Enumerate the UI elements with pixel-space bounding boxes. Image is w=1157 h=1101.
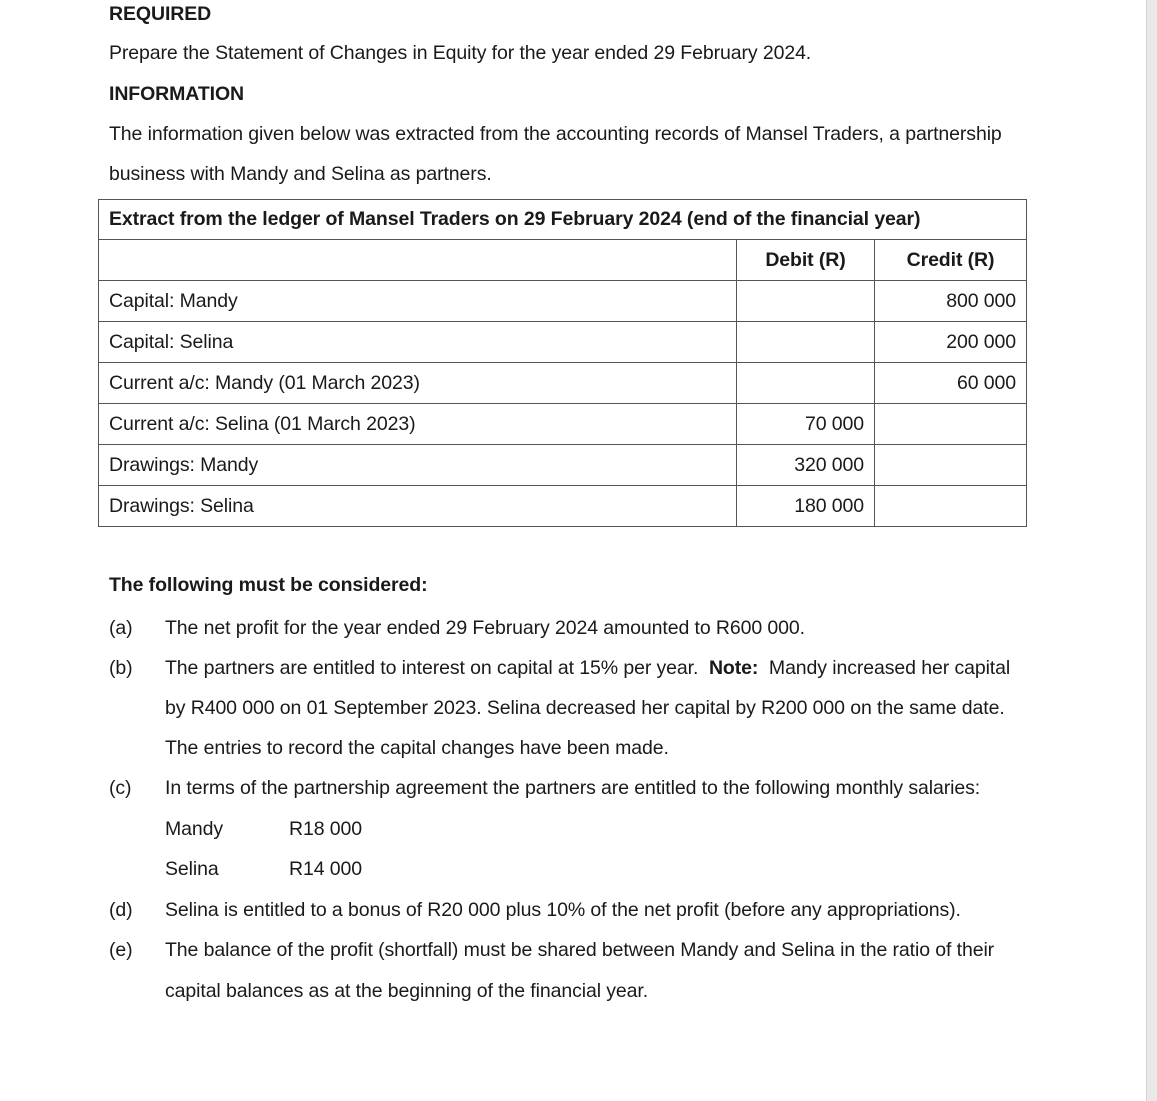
considerations-heading: The following must be considered: [109,574,428,596]
debit-value: 180 000 [737,486,875,527]
credit-value [875,486,1027,527]
item-b-line-1 [165,656,1010,680]
item-e-line-2: capital balances as at the beginning of the financial year. [165,980,649,1002]
ledger-header-row [99,240,1027,281]
salary-name: Mandy [165,818,224,840]
account-name: Current a/c: Selina (01 March 2023) [99,404,737,445]
information-heading: INFORMATION [109,83,245,105]
item-e-line-1: The balance of the profit (shortfall) must be shared between Mandy and Selina in the ratio of their [165,939,995,961]
table-row [99,281,1027,322]
item-b-label: (b) [109,657,133,679]
item-e-label: (e) [109,939,133,961]
table-row [99,322,1027,363]
account-name: Drawings: Selina [99,486,737,527]
item-b-note: Note: [708,657,759,679]
ledger-title: Extract from the ledger of Mansel Traders on 29 February 2024 (end of the financial year) [99,200,1027,240]
account-name: Current a/c: Mandy (01 March 2023) [99,363,737,404]
information-line-2: business with Mandy and Selina as partners. [109,163,492,185]
item-d-label: (d) [109,899,133,921]
credit-value: 200 000 [875,322,1027,363]
required-text: Prepare the Statement of Changes in Equity for the year ended 29 February 2024. [109,42,812,64]
debit-value: 70 000 [737,404,875,445]
item-d-text: Selina is entitled to a bonus of R20 000 plus 10% of the net profit (before any appropriations). [165,899,961,921]
salary-amount: R14 000 [289,858,363,880]
header-account [99,240,737,281]
item-b-text-post: Mandy increased her capital [768,657,1011,679]
debit-value [737,322,875,363]
ledger-title-row [99,200,1027,240]
item-b-text-pre: The partners are entitled to interest on capital at 15% per year. [165,657,699,679]
credit-value [875,445,1027,486]
item-b-line-3: The entries to record the capital changes have been made. [165,737,669,759]
required-heading: REQUIRED [109,3,212,25]
credit-value: 800 000 [875,281,1027,322]
credit-value: 60 000 [875,363,1027,404]
table-row [99,486,1027,527]
item-b-line-2: by R400 000 on 01 September 2023. Selina decreased her capital by R200 000 on the same date. [165,697,1005,719]
salary-name: Selina [165,858,219,880]
debit-value [737,281,875,322]
item-c-label: (c) [109,777,132,799]
header-credit: Credit (R) [875,240,1027,281]
table-row [99,445,1027,486]
ledger-extract-table [98,199,1027,527]
account-name: Capital: Mandy [99,281,737,322]
account-name: Capital: Selina [99,322,737,363]
credit-value [875,404,1027,445]
table-row [99,404,1027,445]
window-edge-scroll-track [1146,0,1157,1101]
item-c-text: In terms of the partnership agreement the partners are entitled to the following monthly salaries: [165,777,981,799]
debit-value [737,363,875,404]
information-line-1: The information given below was extracted from the accounting records of Mansel Traders, a partnership [109,123,1002,145]
table-row [99,363,1027,404]
item-a-text: The net profit for the year ended 29 February 2024 amounted to R600 000. [165,617,805,639]
account-name: Drawings: Mandy [99,445,737,486]
item-a-label: (a) [109,617,133,639]
salary-amount: R18 000 [289,818,363,840]
debit-value: 320 000 [737,445,875,486]
header-debit: Debit (R) [737,240,875,281]
